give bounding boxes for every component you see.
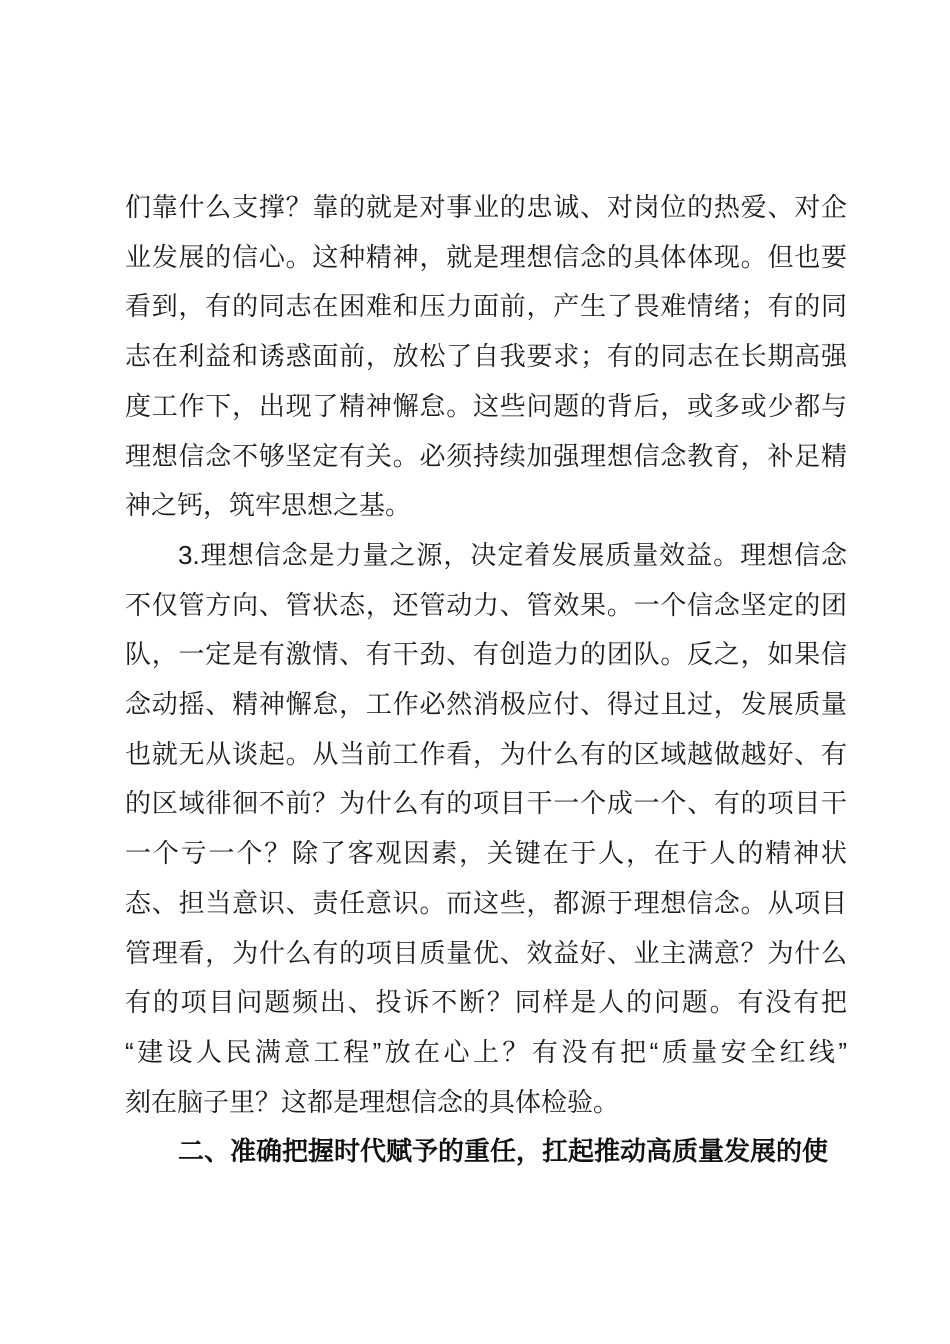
text-line: 业发展的信心。这种精神，就是理想信念的具体体现。但也要: [125, 241, 847, 272]
body-paragraph: [125, 183, 847, 531]
text-line: “建设人民满意工程”放在心上？有没有把“质量安全红线”: [125, 1036, 847, 1067]
text-line: 不仅管方向、管状态，还管动力、管效果。一个信念坚定的团: [125, 589, 847, 620]
text-line: 志在利益和诱惑面前，放松了自我要求；有的同志在长期高强: [125, 341, 847, 372]
text-line: 们靠什么支撑？靠的就是对事业的忠诚、对岗位的热爱、对企: [125, 192, 847, 222]
text-line: 念动摇、精神懈怠，工作必然消极应付、得过且过，发展质量: [125, 689, 847, 720]
text-line: 有的项目问题频出、投诉不断？同样是人的问题。有没有把: [125, 987, 847, 1018]
text-line: 二、准确把握时代赋予的重任，扛起推动高质量发展的使: [178, 1136, 829, 1167]
text-line: 度工作下，出现了精神懈怠。这些问题的背后，或多或少都与: [125, 390, 847, 421]
text-line: 神之钙，筑牢思想之基。: [125, 490, 412, 521]
text-line: 队，一定是有激情、有干劲、有创造力的团队。反之，如果信: [125, 639, 847, 670]
section-heading: [125, 1127, 847, 1177]
text-line: 一个亏一个？除了客观因素，关键在于人，在于人的精神状: [125, 838, 847, 869]
text-line: 理想信念不够坚定有关。必须持续加强理想信念教育，补足精: [125, 440, 847, 471]
text-line: 态、担当意识、责任意识。而这些，都源于理想信念。从项目: [125, 887, 847, 918]
text-line: 刻在脑子里？这都是理想信念的具体检验。: [125, 1086, 620, 1117]
document-body: [125, 183, 847, 1177]
text-line: 3.理想信念是力量之源，决定着发展质量效益。理想信念: [178, 539, 847, 570]
body-paragraph: [125, 531, 847, 1127]
text-line: 也就无从谈起。从当前工作看，为什么有的区域越做越好、有: [125, 738, 847, 769]
text-line: 的区域徘徊不前？为什么有的项目干一个成一个、有的项目干: [125, 788, 847, 819]
text-line: 看到，有的同志在困难和压力面前，产生了畏难情绪；有的同: [125, 291, 847, 322]
text-line: 管理看，为什么有的项目质量优、效益好、业主满意？为什么: [125, 937, 847, 968]
